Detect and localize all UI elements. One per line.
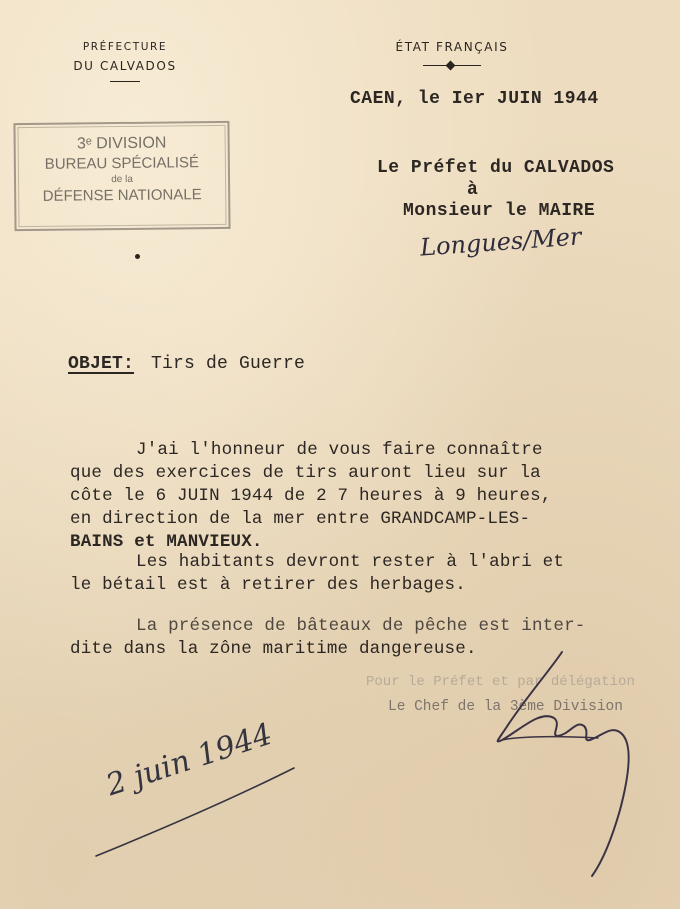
body-p2-line2: le bétail est à retirer des herbages.	[70, 575, 466, 595]
body-p1-line2: que des exercices de tirs auront lieu sur la	[70, 463, 541, 483]
body-p1-line5: BAINS et MANVIEUX.	[70, 532, 263, 552]
body-p1-line4: en direction de la mer entre GRANDCAMP-LES-	[70, 509, 531, 529]
state-header	[372, 40, 532, 71]
prefecture-line-1: PRÉFECTURE	[82, 41, 168, 53]
recipient-line: Monsieur le MAIRE	[403, 201, 596, 221]
handwritten-signature	[480, 640, 680, 880]
ink-dot	[135, 254, 140, 259]
header-ornament	[423, 61, 481, 71]
commune-handwritten: Longues/Mer	[419, 222, 583, 262]
prefecture-line-2: DU CALVADOS	[73, 59, 177, 73]
division-stamp	[13, 121, 230, 231]
signature-line-1: Pour le Préfet et par délégation	[366, 674, 635, 690]
stamp-line-4: DÉFENSE NATIONALE	[42, 186, 202, 205]
body-p2-line1: Les habitants devront rester à l'abri et	[136, 552, 565, 572]
date-underline	[90, 760, 300, 860]
body-p3-line2: dite dans la zône maritime dangereuse.	[70, 639, 477, 659]
sender-line: Le Préfet du CALVADOS	[377, 158, 615, 178]
header-rule-left	[110, 81, 140, 82]
stamp-line-3: de la	[111, 173, 133, 186]
subject-label: OBJET:	[68, 354, 135, 374]
subject-line	[68, 354, 305, 374]
place-date: CAEN, le Ier JUIN 1944	[350, 89, 599, 109]
to-word: à	[467, 180, 479, 200]
signature-line-2: Le Chef de la 3ème Division	[388, 699, 623, 715]
body-p3-line1: La présence de bâteaux de pêche est inter-	[136, 616, 586, 636]
subject-text: Tirs de Guerre	[151, 354, 306, 374]
prefecture-header	[70, 41, 180, 82]
stamp-line-2: BUREAU SPÉCIALISÉ	[44, 154, 200, 173]
body-p1-line3: côte le 6 JUIN 1944 de 2 7 heures à 9 heures,	[70, 486, 552, 506]
handwritten-date: 2 juin 1944	[102, 716, 277, 804]
stamp-line-1: 3ᵉ DIVISION	[76, 134, 167, 153]
body-p1-line1: J'ai l'honneur de vous faire connaître	[136, 440, 543, 460]
state-title: ÉTAT FRANÇAIS	[395, 40, 509, 54]
